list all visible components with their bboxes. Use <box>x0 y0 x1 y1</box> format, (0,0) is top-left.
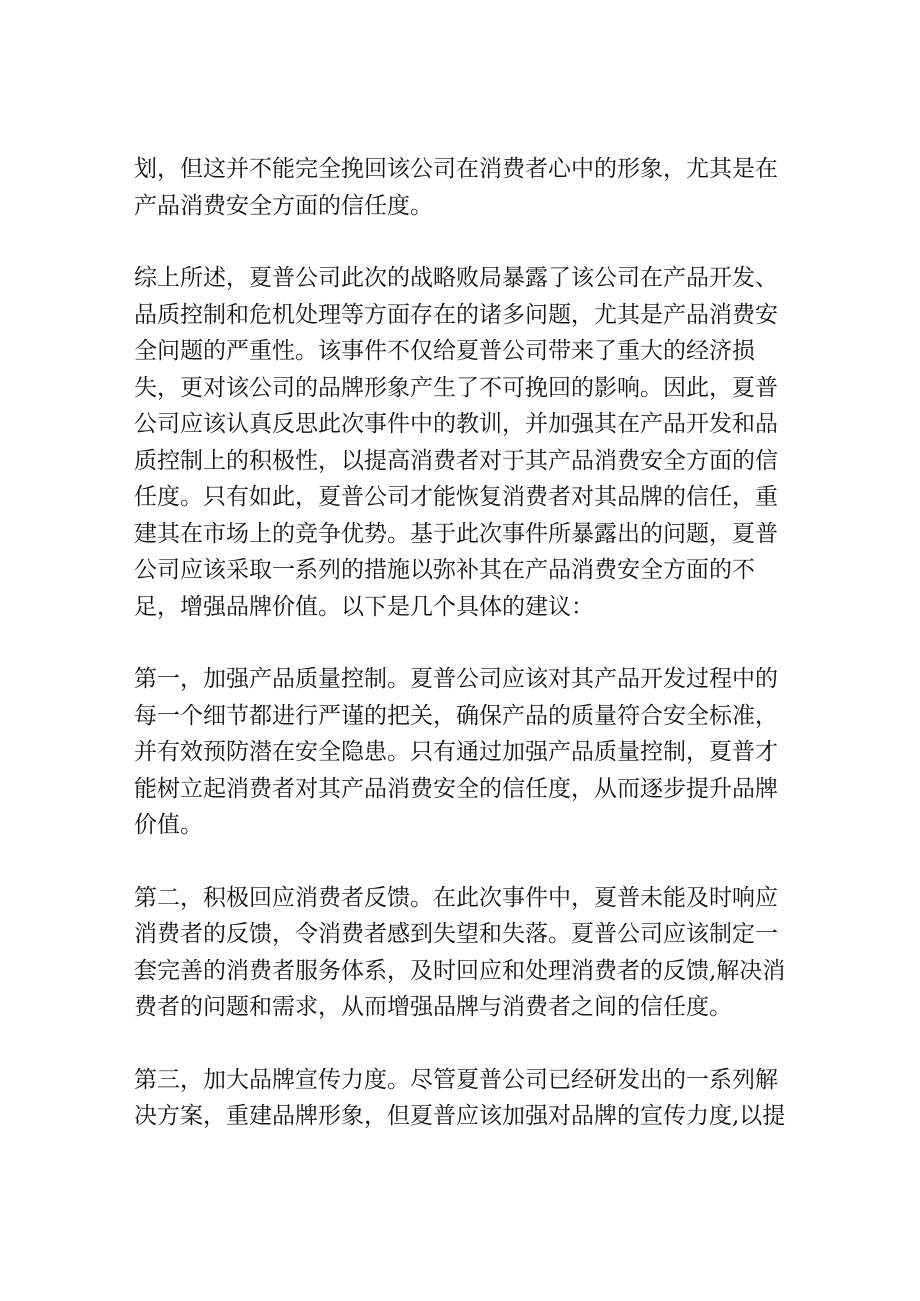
text-line: 质控制上的积极性，以提高消费者对于其产品消费安全方面的信 <box>134 447 778 474</box>
text-line: 价值。 <box>134 812 203 838</box>
paragraph-second-suggestion <box>134 880 804 1026</box>
text-line: 划，但这并不能完全挽回该公司在消费者心中的形象，尤其是在 <box>134 156 778 182</box>
paragraph-third-suggestion <box>134 1062 804 1135</box>
text-line: 失，更对该公司的品牌形象产生了不可挽回的影响。因此，夏普 <box>134 374 778 401</box>
text-line: 公司应该认真反思此次事件中的教训，并加强其在产品开发和品 <box>134 411 778 437</box>
text-line: 全问题的严重性。该事件不仅给夏普公司带来了重大的经济损 <box>134 338 755 364</box>
paragraph-continuation <box>134 151 804 224</box>
text-line: 公司应该采取一系列的措施以弥补其在产品消费安全方面的不 <box>134 557 755 583</box>
text-line: 建其在市场上的竞争优势。基于此次事件所暴露出的问题，夏普 <box>134 520 778 547</box>
text-line: 决方案，重建品牌形象，但夏普应该加强对品牌的宣传力度,以提 <box>134 1103 786 1129</box>
text-line: 品质控制和危机处理等方面存在的诸多问题，尤其是产品消费安 <box>134 301 778 328</box>
text-line: 综上所述，夏普公司此次的战略败局暴露了该公司在产品开发、 <box>134 265 778 291</box>
paragraph-first-suggestion <box>134 661 804 844</box>
text-line: 第三，加大品牌宣传力度。尽管夏普公司已经研发出的一系列解 <box>134 1066 778 1093</box>
text-line: 并有效预防潜在安全隐患。只有通过加强产品质量控制，夏普才 <box>134 739 778 765</box>
text-line: 任度。只有如此，夏普公司才能恢复消费者对其品牌的信任，重 <box>134 484 778 510</box>
text-line: 费者的问题和需求，从而增强品牌与消费者之间的信任度。 <box>134 994 732 1020</box>
text-line: 产品消费安全方面的信任度。 <box>134 192 433 219</box>
text-line: 足，增强品牌价值。以下是几个具体的建议： <box>134 593 594 620</box>
text-line: 消费者的反馈，令消费者感到失望和失落。夏普公司应该制定一 <box>134 921 778 947</box>
text-line: 每一个细节都进行严谨的把关，确保产品的质量符合安全标准， <box>134 702 778 729</box>
paragraph-summary <box>134 260 804 625</box>
text-line: 套完善的消费者服务体系，及时回应和处理消费者的反馈,解决消 <box>134 957 786 984</box>
document-body <box>134 151 804 1171</box>
text-line: 第二，积极回应消费者反馈。在此次事件中，夏普未能及时响应 <box>134 884 778 911</box>
text-line: 第一，加强产品质量控制。夏普公司应该对其产品开发过程中的 <box>134 666 778 692</box>
text-line: 能树立起消费者对其产品消费安全的信任度，从而逐步提升品牌 <box>134 775 778 802</box>
